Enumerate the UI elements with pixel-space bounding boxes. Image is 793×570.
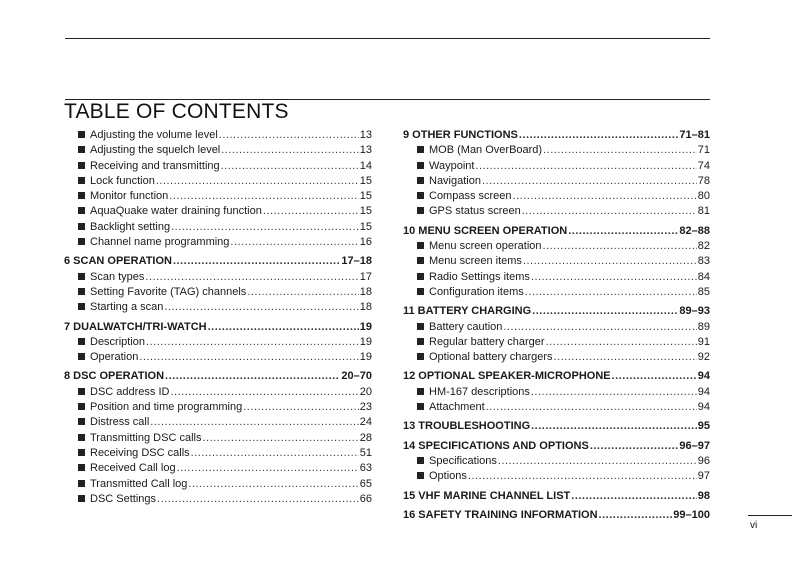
toc-entry[interactable] xyxy=(64,446,372,461)
toc-entry[interactable] xyxy=(64,477,372,492)
toc-entry-label: Navigation xyxy=(429,174,481,187)
toc-entry-page: 18 xyxy=(359,301,372,314)
dot-leader xyxy=(173,254,340,269)
toc-entry-page: 96–97 xyxy=(679,439,710,452)
toc-chapter-entry[interactable] xyxy=(403,224,710,239)
dot-leader xyxy=(150,415,358,430)
toc-entry[interactable] xyxy=(64,385,372,400)
toc-entry-label: Monitor function xyxy=(90,190,169,203)
toc-entry-page: 92 xyxy=(697,351,710,364)
toc-entry-label: Transmitting DSC calls xyxy=(90,431,202,444)
toc-entry-label: GPS status screen xyxy=(429,205,521,218)
toc-entry[interactable] xyxy=(64,285,372,300)
toc-entry[interactable] xyxy=(403,159,710,174)
dot-leader xyxy=(590,439,679,454)
dot-leader xyxy=(525,285,697,300)
toc-entry-page: 13 xyxy=(359,129,372,141)
toc-entry-label: Adjusting the volume level xyxy=(90,129,218,141)
toc-entry-label: Receiving DSC calls xyxy=(90,446,190,459)
toc-entry[interactable] xyxy=(64,220,372,235)
dot-leader xyxy=(157,492,359,507)
toc-entry[interactable] xyxy=(403,143,710,158)
dot-leader xyxy=(230,235,358,250)
toc-entry[interactable] xyxy=(64,204,372,219)
dot-leader xyxy=(202,431,358,446)
toc-entry[interactable] xyxy=(403,335,710,350)
dot-leader xyxy=(243,400,359,415)
dot-leader xyxy=(164,300,358,315)
toc-entry-label: Battery caution xyxy=(429,320,503,333)
toc-entry[interactable] xyxy=(64,128,372,143)
toc-entry-page: 20 xyxy=(359,385,372,398)
toc-entry[interactable] xyxy=(403,350,710,365)
toc-entry[interactable] xyxy=(64,143,372,158)
toc-entry-page: 23 xyxy=(359,401,372,414)
toc-entry-page: 95 xyxy=(697,420,710,433)
toc-chapter-entry[interactable] xyxy=(403,489,710,504)
dot-leader xyxy=(165,369,340,384)
toc-entry-page: 71–81 xyxy=(679,129,710,141)
dot-leader xyxy=(219,128,359,143)
dot-leader xyxy=(156,174,359,189)
toc-entry-page: 15 xyxy=(359,220,372,233)
dot-leader xyxy=(498,454,697,469)
toc-entry-label: Transmitted Call log xyxy=(90,477,188,490)
page-title: TABLE OF CONTENTS xyxy=(64,100,289,123)
toc-entry-label: 6 SCAN OPERATION xyxy=(64,255,172,268)
dot-leader xyxy=(208,320,359,335)
dot-leader xyxy=(475,159,696,174)
toc-entry-page: 15 xyxy=(359,205,372,218)
toc-entry[interactable] xyxy=(64,350,372,365)
dot-leader xyxy=(531,385,697,400)
toc-entry-page: 17–18 xyxy=(341,255,372,268)
toc-entry-page: 51 xyxy=(359,446,372,459)
toc-entry-label: Compass screen xyxy=(429,190,512,203)
dot-leader xyxy=(169,189,358,204)
toc-chapter-entry[interactable] xyxy=(403,439,710,454)
toc-chapter-entry[interactable] xyxy=(403,304,710,319)
dot-leader xyxy=(522,204,697,219)
toc-chapter-entry[interactable] xyxy=(403,508,710,523)
toc-entry[interactable] xyxy=(403,254,710,269)
dot-leader xyxy=(171,220,359,235)
toc-entry-page: 71 xyxy=(697,144,710,157)
toc-entry-label: 10 MENU SCREEN OPERATION xyxy=(403,224,568,237)
dot-leader xyxy=(247,285,358,300)
toc-entry-label: Optional battery chargers xyxy=(429,351,553,364)
toc-entry[interactable] xyxy=(403,189,710,204)
toc-entry-page: 85 xyxy=(697,285,710,298)
toc-entry-label: Adjusting the squelch level xyxy=(90,144,221,157)
toc-entry[interactable] xyxy=(64,335,372,350)
toc-entry-page: 89–93 xyxy=(679,305,710,318)
toc-entry-page: 15 xyxy=(359,190,372,203)
toc-entry[interactable] xyxy=(64,431,372,446)
toc-entry-page: 24 xyxy=(359,416,372,429)
toc-entry-label: Channel name programming xyxy=(90,236,230,249)
toc-entry-page: 66 xyxy=(359,492,372,505)
top-rule xyxy=(65,38,710,39)
toc-chapter-entry[interactable] xyxy=(64,320,372,335)
dot-leader xyxy=(468,469,697,484)
toc-entry-label: 15 VHF MARINE CHANNEL LIST xyxy=(403,489,571,502)
toc-chapter-entry[interactable] xyxy=(64,254,372,269)
toc-entry[interactable] xyxy=(64,415,372,430)
page-number-rule xyxy=(748,515,792,516)
toc-entry-label: 12 OPTIONAL SPEAKER-MICROPHONE xyxy=(403,370,611,383)
toc-entry-page: 80 xyxy=(697,190,710,203)
toc-entry-label: Position and time programming xyxy=(90,401,243,414)
toc-entry[interactable] xyxy=(403,320,710,335)
toc-entry-label: Distress call xyxy=(90,416,150,429)
toc-entry-page: 94 xyxy=(697,370,710,383)
toc-entry-label: Lock function xyxy=(90,174,155,187)
toc-entry-page: 83 xyxy=(697,255,710,268)
toc-entry-page: 18 xyxy=(359,285,372,298)
toc-entry-page: 19 xyxy=(359,320,372,333)
dot-leader xyxy=(177,461,359,476)
toc-chapter-entry[interactable] xyxy=(403,369,710,384)
toc-entry-label: 16 SAFETY TRAINING INFORMATION xyxy=(403,508,598,521)
toc-entry[interactable] xyxy=(64,174,372,189)
toc-entry-label: Options xyxy=(429,470,467,483)
dot-leader xyxy=(145,270,358,285)
toc-entry-page: 78 xyxy=(697,174,710,187)
toc-entry[interactable] xyxy=(64,300,372,315)
toc-entry-label: 9 OTHER FUNCTIONS xyxy=(403,129,518,141)
toc-entry[interactable] xyxy=(64,461,372,476)
dot-leader xyxy=(263,204,359,219)
toc-entry-page: 99–100 xyxy=(673,508,710,521)
toc-entry-label: Setting Favorite (TAG) channels xyxy=(90,285,247,298)
toc-entry-page: 91 xyxy=(697,335,710,348)
toc-entry[interactable] xyxy=(64,400,372,415)
toc-entry-label: MOB (Man OverBoard) xyxy=(429,144,543,157)
toc-entry[interactable] xyxy=(403,454,710,469)
toc-entry[interactable] xyxy=(64,235,372,250)
toc-entry-label: Scan types xyxy=(90,270,145,283)
toc-entry-label: Waypoint xyxy=(429,159,475,172)
dot-leader xyxy=(523,254,697,269)
toc-entry-page: 16 xyxy=(359,236,372,249)
dot-leader xyxy=(191,446,359,461)
dot-leader xyxy=(486,400,697,415)
toc-entry-page: 82–88 xyxy=(679,224,710,237)
toc-entry[interactable] xyxy=(403,204,710,219)
dot-leader xyxy=(546,335,697,350)
toc-entry-page: 65 xyxy=(359,477,372,490)
toc-entry-label: Operation xyxy=(90,351,139,364)
dot-leader xyxy=(221,143,359,158)
toc-entry-page: 74 xyxy=(697,159,710,172)
toc-entry-label: HM-167 descriptions xyxy=(429,385,530,398)
toc-entry-label: Description xyxy=(90,335,146,348)
dot-leader xyxy=(531,419,697,434)
toc-entry[interactable] xyxy=(403,270,710,285)
dot-leader xyxy=(571,489,696,504)
toc-entry-label: 13 TROUBLESHOOTING xyxy=(403,420,531,433)
toc-entry[interactable] xyxy=(64,492,372,507)
toc-entry-label: Radio Settings items xyxy=(429,270,530,283)
dot-leader xyxy=(568,224,678,239)
toc-entry-label: DSC address ID xyxy=(90,385,170,398)
toc-entry-page: 98 xyxy=(697,489,710,502)
toc-left-column xyxy=(64,128,372,507)
toc-entry[interactable] xyxy=(403,385,710,400)
toc-entry-page: 13 xyxy=(359,144,372,157)
dot-leader xyxy=(519,128,679,143)
dot-leader xyxy=(599,508,673,523)
toc-entry-page: 81 xyxy=(697,205,710,218)
toc-entry-page: 14 xyxy=(359,159,372,172)
dot-leader xyxy=(170,385,358,400)
toc-entry-page: 17 xyxy=(359,270,372,283)
toc-entry[interactable] xyxy=(403,400,710,415)
toc-entry-label: 11 BATTERY CHARGING xyxy=(403,305,532,318)
toc-chapter-entry[interactable] xyxy=(64,369,372,384)
toc-entry-page: 63 xyxy=(359,462,372,475)
toc-entry-page: 89 xyxy=(697,320,710,333)
dot-leader xyxy=(139,350,358,365)
toc-entry-label: DSC Settings xyxy=(90,492,157,505)
toc-entry-page: 28 xyxy=(359,431,372,444)
toc-entry-label: 14 SPECIFICATIONS AND OPTIONS xyxy=(403,439,589,452)
toc-entry-label: Specifications xyxy=(429,454,497,467)
toc-entry-label: 8 DSC OPERATION xyxy=(64,370,165,383)
toc-entry-page: 15 xyxy=(359,174,372,187)
toc-entry[interactable] xyxy=(64,159,372,174)
toc-entry-page: 96 xyxy=(697,454,710,467)
toc-chapter-entry[interactable] xyxy=(403,419,710,434)
toc-entry-page: 84 xyxy=(697,270,710,283)
dot-leader xyxy=(612,369,697,384)
dot-leader xyxy=(531,270,697,285)
toc-entry[interactable] xyxy=(403,239,710,254)
toc-right-column xyxy=(403,128,710,523)
toc-entry[interactable] xyxy=(64,270,372,285)
dot-leader xyxy=(554,350,697,365)
toc-entry[interactable] xyxy=(403,285,710,300)
toc-entry-page: 19 xyxy=(359,335,372,348)
toc-entry-label: Menu screen operation xyxy=(429,240,542,253)
toc-entry-label: Regular battery charger xyxy=(429,335,545,348)
toc-entry-page: 94 xyxy=(697,385,710,398)
toc-entry-label: Configuration items xyxy=(429,285,524,298)
toc-entry-page: 20–70 xyxy=(341,370,372,383)
toc-entry[interactable] xyxy=(403,174,710,189)
toc-entry[interactable] xyxy=(64,189,372,204)
dot-leader xyxy=(188,477,358,492)
toc-entry[interactable] xyxy=(403,469,710,484)
toc-entry-label: Attachment xyxy=(429,401,485,414)
toc-entry-page: 19 xyxy=(359,351,372,364)
dot-leader xyxy=(543,239,697,254)
toc-entry-label: AquaQuake water draining function xyxy=(90,205,262,218)
page-number: vi xyxy=(750,520,758,531)
toc-entry-label: Receiving and transmitting xyxy=(90,159,220,172)
toc-chapter-entry[interactable] xyxy=(403,128,710,143)
toc-entry-page: 82 xyxy=(697,240,710,253)
dot-leader xyxy=(532,304,678,319)
toc-entry-page: 97 xyxy=(697,470,710,483)
dot-leader xyxy=(503,320,696,335)
dot-leader xyxy=(543,143,697,158)
toc-entry-label: 7 DUALWATCH/TRI-WATCH xyxy=(64,320,207,333)
toc-entry-label: Backlight setting xyxy=(90,220,171,233)
dot-leader xyxy=(482,174,697,189)
dot-leader xyxy=(513,189,697,204)
dot-leader xyxy=(221,159,359,174)
toc-entry-label: Received Call log xyxy=(90,462,176,475)
toc-entry-label: Menu screen items xyxy=(429,255,522,268)
toc-entry-page: 94 xyxy=(697,401,710,414)
dot-leader xyxy=(146,335,359,350)
toc-entry-label: Starting a scan xyxy=(90,301,164,314)
